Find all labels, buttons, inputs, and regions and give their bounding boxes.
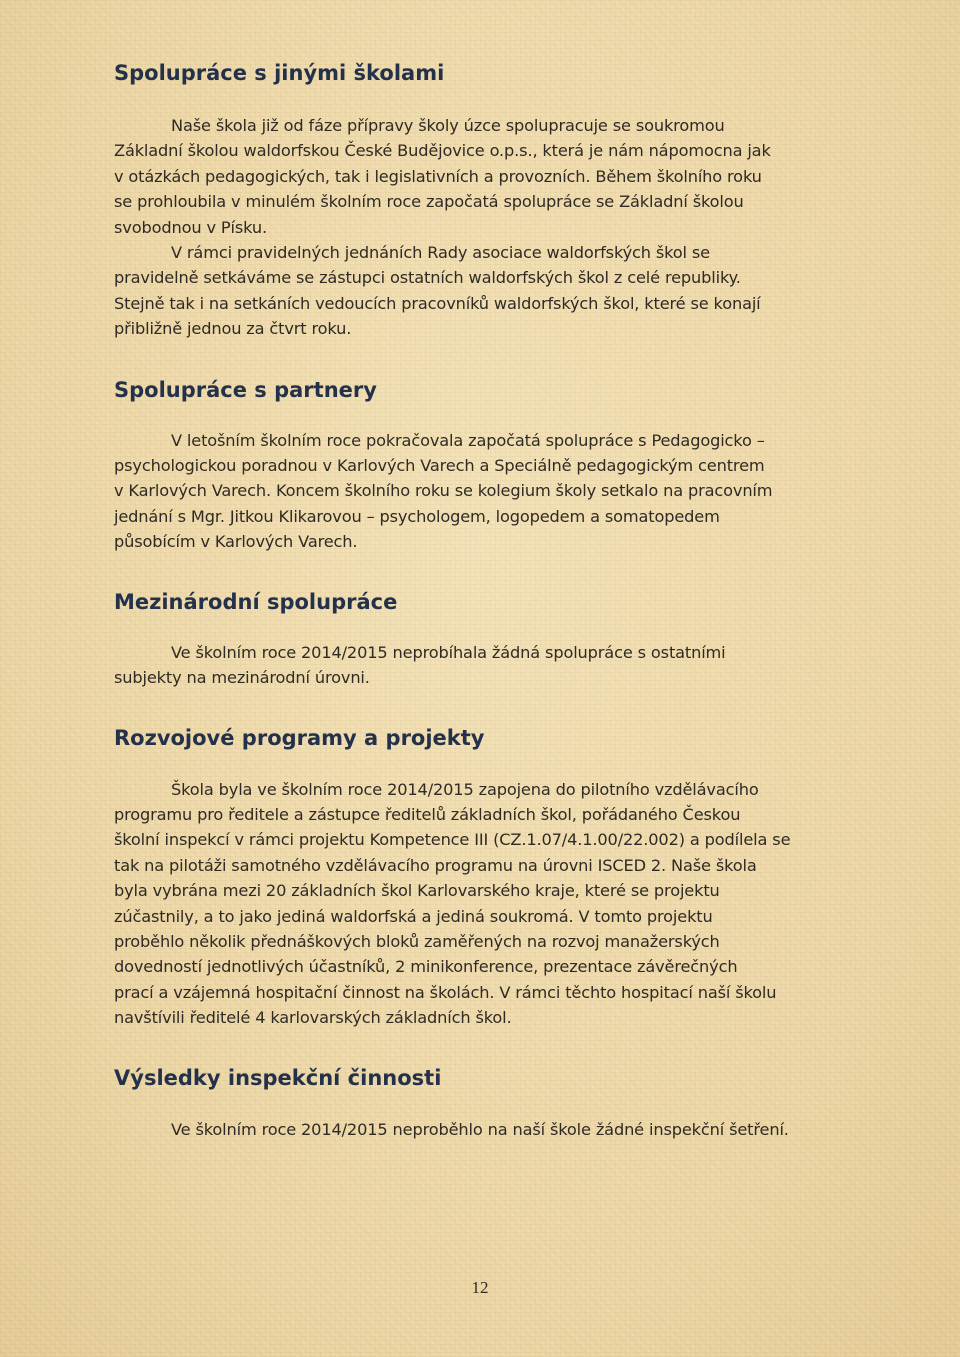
text-line: programu pro ředitele a zástupce ředitelů základních škol, pořádaného Českou	[114, 804, 741, 824]
text-line: Ve školním roce 2014/2015 neproběhlo na naší škole žádné inspekční šetření.	[171, 1119, 789, 1139]
text-line: Ve školním roce 2014/2015 neprobíhala žádná spolupráce s ostatními	[171, 642, 726, 662]
text-line: proběhlo několik přednáškových bloků zaměřených na rozvoj manažerských	[114, 931, 720, 951]
text-line: subjekty na mezinárodní úrovni.	[114, 668, 370, 688]
paragraph	[114, 640, 854, 691]
paragraph	[114, 113, 854, 240]
paragraph	[114, 777, 854, 1031]
paragraph	[114, 240, 854, 342]
text-line: Základní školou waldorfskou České Budějovice o.p.s., která je nám nápomocna jak	[114, 141, 771, 161]
text-line: psychologickou poradnou v Karlových Varech a Speciálně pedagogickým centrem	[114, 456, 765, 476]
text-line: působícím v Karlových Varech.	[114, 532, 358, 552]
paragraph	[114, 1117, 854, 1142]
text-line: dovedností jednotlivých účastníků, 2 minikonference, prezentace závěrečných	[114, 957, 738, 977]
text-line: byla vybrána mezi 20 základních škol Karlovarského kraje, které se projektu	[114, 881, 720, 901]
section-heading-mezinarodni-spoluprace: Mezinárodní spolupráce	[114, 589, 398, 614]
section-heading-vysledky-inspekcni-cinnosti: Výsledky inspekční činnosti	[114, 1065, 442, 1090]
text-line: prací a vzájemná hospitační činnost na školách. V rámci těchto hospitací naší školu	[114, 982, 777, 1002]
text-line: v Karlových Varech. Koncem školního roku se kolegium školy setkalo na pracovním	[114, 481, 773, 501]
text-line: V rámci pravidelných jednáních Rady asociace waldorfských škol se	[171, 243, 710, 263]
text-line: přibližně jednou za čtvrt roku.	[114, 319, 352, 339]
text-line: v otázkách pedagogických, tak i legislativních a provozních. Během školního roku	[114, 166, 762, 186]
text-line: zúčastnily, a to jako jediná waldorfská a jediná soukromá. V tomto projektu	[114, 906, 713, 926]
page-content	[114, 58, 854, 1142]
text-line: jednání s Mgr. Jitkou Klikarovou – psychologem, logopedem a somatopedem	[114, 506, 720, 526]
text-line: Naše škola již od fáze přípravy školy úzce spolupracuje se soukromou	[171, 116, 725, 135]
page-number: 12	[471, 1278, 489, 1297]
section-heading-rozvojove-programy-a-projekty: Rozvojové programy a projekty	[114, 725, 485, 750]
text-line: se prohloubila v minulém školním roce započatá spolupráce se Základní školou	[114, 192, 744, 212]
text-line: V letošním školním roce pokračovala započatá spolupráce s Pedagogicko –	[171, 430, 765, 450]
text-line: Stejně tak i na setkáních vedoucích pracovníků waldorfských škol, které se konají	[114, 293, 761, 313]
text-line: tak na pilotáži samotného vzdělávacího programu na úrovni ISCED 2. Naše škola	[114, 855, 757, 875]
text-line: pravidelně setkáváme se zástupci ostatních waldorfských škol z celé republiky.	[114, 268, 741, 288]
text-line: svobodnou v Písku.	[114, 217, 267, 237]
section-heading-spoluprace-s-partnery: Spolupráce s partnery	[114, 377, 377, 402]
section-heading-spoluprace-s-jinymi-skolami: Spolupráce s jinými školami	[114, 61, 445, 85]
text-line: školní inspekcí v rámci projektu Kompetence III (CZ.1.07/4.1.00/22.002) a podílela se	[114, 830, 791, 850]
text-line: navštívili ředitelé 4 karlovarských základních škol.	[114, 1008, 512, 1028]
text-line: Škola byla ve školním roce 2014/2015 zapojena do pilotního vzdělávacího	[171, 779, 759, 799]
paragraph	[114, 428, 854, 555]
